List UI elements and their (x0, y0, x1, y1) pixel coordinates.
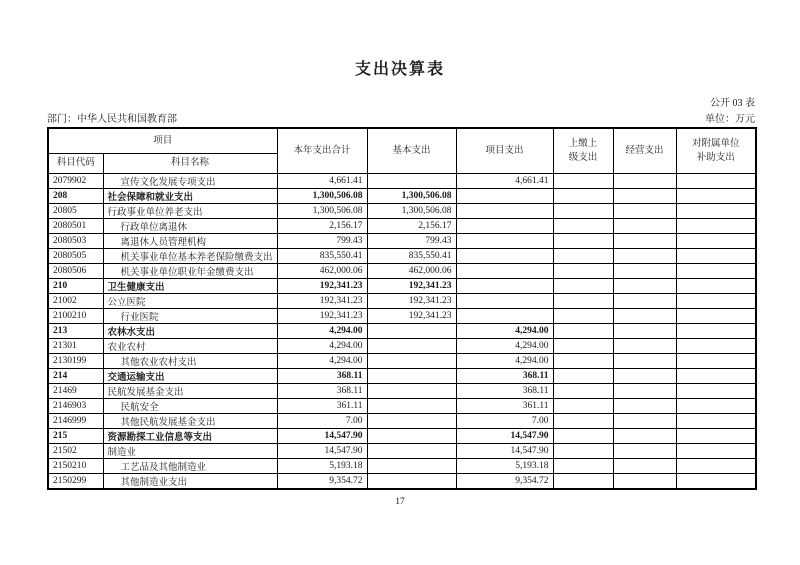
cell-upper (553, 248, 613, 263)
cell-code: 2150299 (48, 473, 103, 489)
cell-basic (367, 413, 456, 428)
cell-code: 21469 (48, 383, 103, 398)
cell-basic (367, 173, 456, 188)
cell-total: 799.43 (277, 233, 367, 248)
cell-code: 20805 (48, 203, 103, 218)
cell-operating (613, 278, 676, 293)
cell-subsidy (676, 308, 756, 323)
table-row (48, 368, 756, 383)
cell-basic (367, 338, 456, 353)
header-item-group: 项目 (48, 128, 277, 153)
cell-subsidy (676, 323, 756, 338)
cell-project: 4,294.00 (456, 338, 553, 353)
cell-name: 交通运输支出 (103, 368, 277, 383)
cell-subsidy (676, 413, 756, 428)
expenditure-table (47, 127, 757, 490)
table-row (48, 353, 756, 368)
cell-upper (553, 353, 613, 368)
cell-upper (553, 233, 613, 248)
cell-code: 214 (48, 368, 103, 383)
cell-subsidy (676, 263, 756, 278)
cell-basic (367, 428, 456, 443)
cell-project (456, 248, 553, 263)
cell-basic: 462,000.06 (367, 263, 456, 278)
table-row (48, 173, 756, 188)
table-row (48, 428, 756, 443)
cell-name: 公立医院 (103, 293, 277, 308)
cell-code: 2146903 (48, 398, 103, 413)
cell-total: 192,341.23 (277, 293, 367, 308)
cell-total: 5,193.18 (277, 458, 367, 473)
table-header (48, 128, 756, 173)
header-subsidy-line1: 对附属单位 (692, 138, 740, 149)
cell-total: 7.00 (277, 413, 367, 428)
cell-name: 其他民航发展基金支出 (103, 413, 277, 428)
cell-upper (553, 428, 613, 443)
cell-upper (553, 173, 613, 188)
cell-upper (553, 443, 613, 458)
cell-upper (553, 473, 613, 489)
cell-name: 行政事业单位养老支出 (103, 203, 277, 218)
cell-operating (613, 203, 676, 218)
cell-code: 21002 (48, 293, 103, 308)
cell-operating (613, 428, 676, 443)
cell-project: 9,354.72 (456, 473, 553, 489)
cell-name: 其他制造业支出 (103, 473, 277, 489)
cell-basic (367, 383, 456, 398)
cell-subsidy (676, 203, 756, 218)
table-row (48, 413, 756, 428)
cell-subsidy (676, 443, 756, 458)
cell-project (456, 233, 553, 248)
cell-code: 2080501 (48, 218, 103, 233)
cell-basic: 192,341.23 (367, 278, 456, 293)
cell-code: 2150210 (48, 458, 103, 473)
cell-subsidy (676, 278, 756, 293)
cell-project: 368.11 (456, 368, 553, 383)
cell-project (456, 203, 553, 218)
cell-project: 4,661.41 (456, 173, 553, 188)
cell-name: 农林水支出 (103, 323, 277, 338)
cell-subsidy (676, 458, 756, 473)
cell-basic: 799.43 (367, 233, 456, 248)
table-row (48, 188, 756, 203)
cell-name: 宣传文化发展专项支出 (103, 173, 277, 188)
cell-upper (553, 203, 613, 218)
cell-operating (613, 233, 676, 248)
table-row (48, 323, 756, 338)
table-row (48, 398, 756, 413)
cell-total: 4,294.00 (277, 353, 367, 368)
cell-total: 14,547.90 (277, 428, 367, 443)
cell-operating (613, 188, 676, 203)
cell-basic (367, 323, 456, 338)
cell-total: 9,354.72 (277, 473, 367, 489)
cell-basic (367, 353, 456, 368)
table-row (48, 458, 756, 473)
cell-code: 21301 (48, 338, 103, 353)
cell-total: 4,661.41 (277, 173, 367, 188)
cell-operating (613, 263, 676, 278)
cell-project: 368.11 (456, 383, 553, 398)
cell-project: 4,294.00 (456, 353, 553, 368)
table-row (48, 443, 756, 458)
cell-total: 1,300,506.08 (277, 188, 367, 203)
cell-code: 21502 (48, 443, 103, 458)
cell-upper (553, 398, 613, 413)
cell-upper (553, 263, 613, 278)
cell-project (456, 218, 553, 233)
cell-name: 民航安全 (103, 398, 277, 413)
cell-name: 机关事业单位职业年金缴费支出 (103, 263, 277, 278)
cell-basic (367, 398, 456, 413)
cell-subsidy (676, 368, 756, 383)
cell-upper (553, 308, 613, 323)
cell-code: 210 (48, 278, 103, 293)
cell-name: 工艺品及其他制造业 (103, 458, 277, 473)
cell-total: 192,341.23 (277, 308, 367, 323)
cell-total: 368.11 (277, 368, 367, 383)
cell-upper (553, 338, 613, 353)
table-row (48, 383, 756, 398)
cell-operating (613, 293, 676, 308)
cell-operating (613, 173, 676, 188)
cell-upper (553, 218, 613, 233)
cell-name: 行业医院 (103, 308, 277, 323)
cell-operating (613, 383, 676, 398)
header-operating: 经营支出 (613, 128, 676, 173)
cell-total: 192,341.23 (277, 278, 367, 293)
cell-code: 215 (48, 428, 103, 443)
cell-total: 14,547.90 (277, 443, 367, 458)
cell-project: 14,547.90 (456, 428, 553, 443)
cell-project (456, 293, 553, 308)
cell-operating (613, 443, 676, 458)
cell-upper (553, 323, 613, 338)
cell-total: 4,294.00 (277, 323, 367, 338)
cell-project (456, 188, 553, 203)
table-row (48, 278, 756, 293)
cell-name: 资源勘探工业信息等支出 (103, 428, 277, 443)
cell-subsidy (676, 173, 756, 188)
department-label: 部门：中华人民共和国教育部 (47, 114, 177, 125)
cell-name: 离退休人员管理机构 (103, 233, 277, 248)
cell-basic: 192,341.23 (367, 308, 456, 323)
header-name: 科目名称 (103, 153, 277, 173)
cell-name: 行政单位离退休 (103, 218, 277, 233)
cell-subsidy (676, 248, 756, 263)
cell-subsidy (676, 398, 756, 413)
cell-code: 2130199 (48, 353, 103, 368)
cell-name: 民航发展基金支出 (103, 383, 277, 398)
cell-basic: 835,550.41 (367, 248, 456, 263)
cell-operating (613, 323, 676, 338)
cell-total: 361.11 (277, 398, 367, 413)
header-subsidy-line2: 补助支出 (696, 152, 735, 163)
cell-basic: 1,300,506.08 (367, 203, 456, 218)
cell-upper (553, 413, 613, 428)
cell-operating (613, 398, 676, 413)
cell-subsidy (676, 338, 756, 353)
table-row (48, 293, 756, 308)
cell-operating (613, 308, 676, 323)
cell-upper (553, 278, 613, 293)
cell-upper (553, 368, 613, 383)
cell-subsidy (676, 353, 756, 368)
table-row (48, 218, 756, 233)
cell-code: 213 (48, 323, 103, 338)
cell-total: 835,550.41 (277, 248, 367, 263)
cell-project: 7.00 (456, 413, 553, 428)
table-row (48, 308, 756, 323)
header-project: 项目支出 (456, 128, 553, 173)
cell-project: 4,294.00 (456, 323, 553, 338)
cell-subsidy (676, 293, 756, 308)
cell-project: 14,547.90 (456, 443, 553, 458)
cell-total: 462,000.06 (277, 263, 367, 278)
table-row (48, 233, 756, 248)
cell-subsidy (676, 233, 756, 248)
cell-subsidy (676, 428, 756, 443)
header-total: 本年支出合计 (277, 128, 367, 173)
cell-basic (367, 368, 456, 383)
cell-subsidy (676, 383, 756, 398)
page-number: 17 (395, 497, 405, 507)
cell-operating (613, 473, 676, 489)
header-upper (553, 128, 613, 173)
cell-name: 卫生健康支出 (103, 278, 277, 293)
cell-basic (367, 458, 456, 473)
cell-code: 2100210 (48, 308, 103, 323)
cell-subsidy (676, 188, 756, 203)
cell-operating (613, 368, 676, 383)
header-code: 科目代码 (48, 153, 103, 173)
cell-basic (367, 473, 456, 489)
header-basic: 基本支出 (367, 128, 456, 173)
cell-basic: 192,341.23 (367, 293, 456, 308)
cell-subsidy (676, 218, 756, 233)
table-row (48, 338, 756, 353)
header-upper-line1: 上缴上 (568, 138, 598, 149)
cell-total: 4,294.00 (277, 338, 367, 353)
cell-project: 5,193.18 (456, 458, 553, 473)
cell-name: 制造业 (103, 443, 277, 458)
cell-upper (553, 458, 613, 473)
cell-project (456, 278, 553, 293)
cell-total: 2,156.17 (277, 218, 367, 233)
cell-upper (553, 188, 613, 203)
cell-basic (367, 443, 456, 458)
page-title: 支出决算表 (354, 61, 445, 78)
table-body (48, 173, 756, 489)
cell-code: 2080506 (48, 263, 103, 278)
form-code-label: 公开 03 表 (710, 98, 755, 109)
cell-basic: 1,300,506.08 (367, 188, 456, 203)
cell-name: 社会保障和就业支出 (103, 188, 277, 203)
header-upper-line2: 级支出 (568, 152, 598, 163)
cell-operating (613, 413, 676, 428)
header-subsidy (676, 128, 756, 173)
cell-code: 2146999 (48, 413, 103, 428)
cell-total: 368.11 (277, 383, 367, 398)
cell-name: 农业农村 (103, 338, 277, 353)
cell-name: 机关事业单位基本养老保险缴费支出 (103, 248, 277, 263)
cell-upper (553, 293, 613, 308)
cell-operating (613, 248, 676, 263)
cell-total: 1,300,506.08 (277, 203, 367, 218)
unit-label: 单位：万元 (705, 114, 755, 125)
table-row (48, 473, 756, 489)
cell-code: 208 (48, 188, 103, 203)
cell-project (456, 308, 553, 323)
cell-project: 361.11 (456, 398, 553, 413)
table-row (48, 263, 756, 278)
table-row (48, 203, 756, 218)
cell-operating (613, 218, 676, 233)
cell-project (456, 263, 553, 278)
cell-name: 其他农业农村支出 (103, 353, 277, 368)
cell-operating (613, 458, 676, 473)
cell-operating (613, 338, 676, 353)
table-row (48, 248, 756, 263)
cell-code: 2080503 (48, 233, 103, 248)
cell-basic: 2,156.17 (367, 218, 456, 233)
cell-upper (553, 383, 613, 398)
cell-code: 2080505 (48, 248, 103, 263)
cell-operating (613, 353, 676, 368)
cell-code: 2079902 (48, 173, 103, 188)
cell-subsidy (676, 473, 756, 489)
